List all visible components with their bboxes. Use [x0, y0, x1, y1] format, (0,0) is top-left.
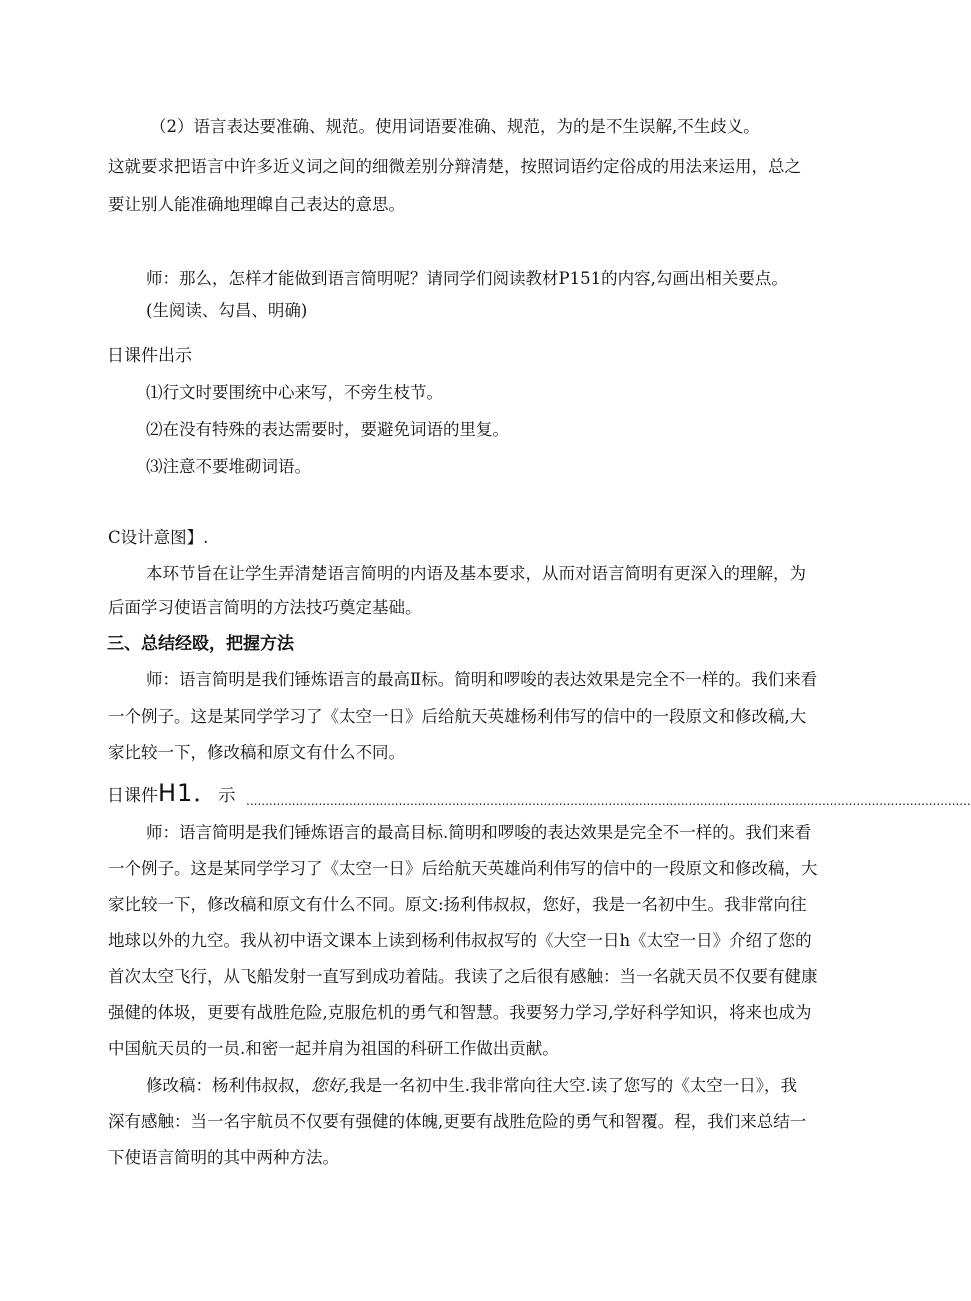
example-line3: 家比较一下，修改稿和原文有什么不同。原文:扬利伟叔叔，您好，我是一名初中生。我非常向往	[108, 895, 807, 914]
section-three-heading: 三、总结经殴，把握方法	[107, 634, 294, 654]
teacher-intro-line2: 一个例子。这是某同学学习了《太空一日》后给航天英雄杨利伟写的信中的一段原文和修改稿,大	[108, 707, 807, 726]
teacher-intro-line1: 师：语言简明是我们锤炼语言的最高Ⅱ标。简明和啰唆的表达效果是完全不一样的。我们来看	[146, 670, 818, 689]
example-line4: 地球以外的九空。我从初中语文课本上读到杨利伟叔叔写的《大空一日h《太空一日》介绍了您的	[108, 931, 812, 950]
design-intent-label: C设计意图】.	[108, 528, 209, 547]
requirement-item-2: ⑵在没有特殊的表达需要时，要避免词语的里复。	[146, 420, 509, 439]
revision-line1-end: 我是一名初中生.我非常向往大空.读了您写的《太空一日》，我	[349, 1076, 797, 1095]
paragraph-requirement-line2: 要让别人能准确地理皥自己表达的意思。	[108, 195, 405, 214]
design-intent-line1: 本环节旨在让学生弄清楚语言简明的内语及基本要求，从而对语言简明有更深入的理解，为	[146, 564, 806, 583]
design-intent-line2: 后面学习使语言简明的方法技巧奠定基础。	[108, 598, 422, 617]
revision-line1-start: 修改稿：杨利伟叔叔，	[146, 1076, 311, 1095]
student-activity: (生阅读、勾昌、明确)	[146, 301, 308, 320]
revision-line1-italic: 您好,	[311, 1076, 350, 1095]
paragraph-requirement-line1: 这就要求把语言中许多近义词之间的细微差别分辩清楚，按照词语约定俗成的用法来运用，总之	[108, 157, 801, 176]
example-line2: 一个例子。这是某同学学习了《太空一日》后给航天英雄尚利伟写的信中的一段原文和修改稿，大	[108, 859, 818, 878]
requirement-item-1: ⑴行文时要围统中心来写，不旁生枝节。	[146, 383, 443, 402]
revision-line2: 深有感触：当一名宇航员不仅要有强健的体魄,更要有战胜危险的勇气和智覆。程，我们来总结一	[108, 1112, 807, 1131]
courseware-heading-2-big: H1．	[158, 779, 219, 807]
example-line5: 首次太空飞行，从飞船发射一直写到成功着陆。我读了之后很有感触：当一名就天员不仅要有健康	[108, 967, 818, 986]
courseware-heading-2-suffix: 示	[218, 786, 236, 806]
example-line1: 师：语言简明是我们锤炼语言的最高目标.简明和啰唆的表达效果是完全不一样的。我们来看	[146, 823, 812, 842]
teacher-intro-line3: 家比较一下，修改稿和原文有什么不同。	[108, 743, 405, 762]
paragraph-precise-norm: （2）语言表达要准确、规范。使用词语要准确、规范，为的是不生误解,不生歧义。	[150, 117, 760, 136]
revision-line1	[146, 1075, 858, 1097]
example-line6: 强健的体圾，更要有战胜危险,克服危机的勇气和智慧。我要努力学习,学好科学知识，将来也成为	[108, 1003, 812, 1022]
requirement-item-3: ⑶注意不要堆砌词语。	[146, 457, 311, 476]
dotted-leader: ..............................................................................................................................................................................................	[246, 794, 971, 808]
courseware-heading-2-prefix: 日课件	[107, 786, 158, 806]
courseware-heading-1: 日课件出示	[107, 346, 192, 366]
example-line7: 中国航天员的一员.和密一起并肩为祖国的科研工作做出贡献。	[108, 1039, 559, 1058]
teacher-question: 师：那么，怎样才能做到语言简明呢？请同学们阅读教材P151的内容,勾画出相关要点。	[146, 269, 788, 288]
revision-line3: 下使语言简明的其中两种方法。	[108, 1148, 339, 1167]
